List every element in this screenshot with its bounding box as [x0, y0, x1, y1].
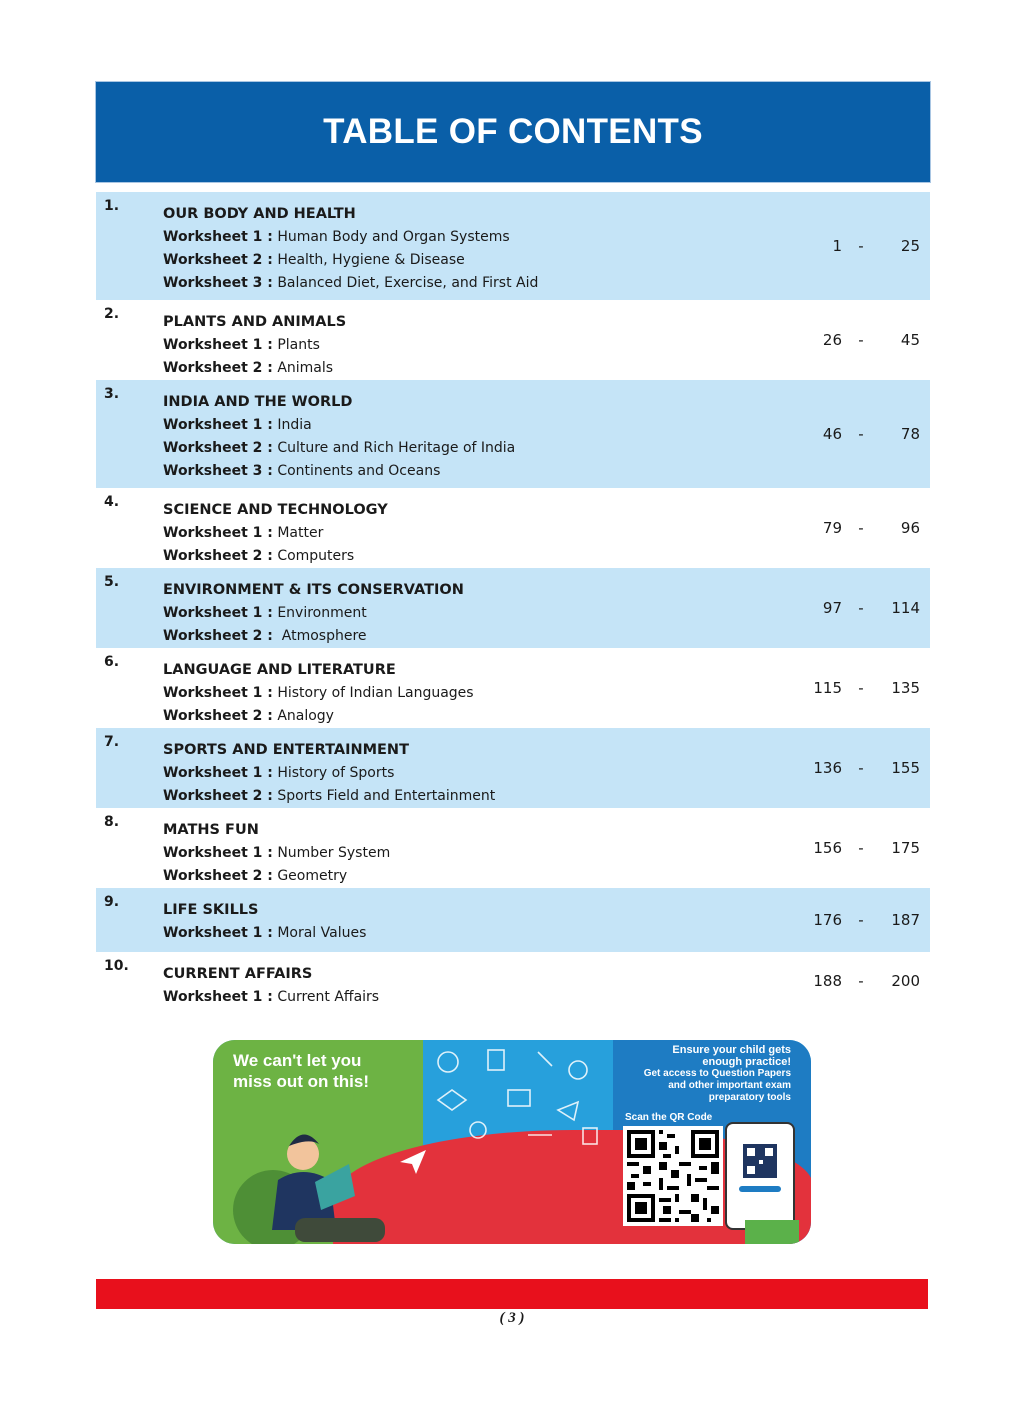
- worksheet-item: [163, 602, 464, 625]
- chapter-number: 6.: [104, 654, 120, 670]
- banner-right-line-4: and other important exam: [668, 1080, 791, 1091]
- page-to: 78: [900, 425, 920, 443]
- page-range: [782, 488, 920, 568]
- worksheet-label: Worksheet 2 :: [163, 440, 273, 456]
- page-range: [782, 648, 920, 728]
- page-dash: -: [858, 331, 864, 349]
- worksheet-label: Worksheet 1 :: [163, 925, 273, 941]
- page-from: 115: [813, 679, 842, 697]
- worksheet-item: [163, 545, 388, 568]
- paper-plane-icon: [398, 1148, 428, 1176]
- page-to: 155: [891, 759, 920, 777]
- worksheet-label: Worksheet 2 :: [163, 548, 273, 564]
- worksheet-label: Worksheet 2 :: [163, 628, 273, 644]
- toc-row[interactable]: [96, 888, 930, 952]
- page-range: [782, 952, 920, 1010]
- worksheet-name: Continents and Oceans: [277, 463, 441, 479]
- footer-bar: [96, 1279, 928, 1309]
- chapter-title: MATHS FUN: [163, 822, 259, 838]
- banner-left-text: [233, 1050, 403, 1092]
- worksheet-label: Worksheet 1 :: [163, 989, 273, 1005]
- qr-code[interactable]: [623, 1126, 723, 1226]
- chapter-number: 1.: [104, 198, 120, 214]
- scan-qr-label: Scan the QR Code: [625, 1112, 713, 1123]
- worksheet-name: Number System: [277, 845, 391, 861]
- toc-row[interactable]: [96, 728, 930, 808]
- chapter-title: SCIENCE AND TECHNOLOGY: [163, 502, 388, 518]
- page-range: [782, 568, 920, 648]
- chapter-number: 8.: [104, 814, 120, 830]
- worksheet-label: Worksheet 1 :: [163, 525, 273, 541]
- banner-right-line-5: preparatory tools: [708, 1092, 791, 1103]
- worksheet-item: [163, 682, 474, 705]
- worksheet-item: [163, 272, 538, 295]
- page-to: 187: [891, 911, 920, 929]
- worksheet-item: [163, 986, 379, 1009]
- worksheet-name: Current Affairs: [277, 989, 380, 1005]
- page-dash: -: [858, 425, 864, 443]
- toc-row[interactable]: [96, 300, 930, 380]
- worksheet-name: Moral Values: [277, 925, 367, 941]
- toc-row[interactable]: [96, 380, 930, 488]
- chapter-content: [163, 579, 464, 648]
- banner-right-line-3: Get access to Question Papers: [643, 1068, 791, 1079]
- page-to: 200: [891, 972, 920, 990]
- worksheet-item: [163, 414, 515, 437]
- page-to: 96: [900, 519, 920, 537]
- chapter-title: PLANTS AND ANIMALS: [163, 314, 347, 330]
- worksheet-name: Culture and Rich Heritage of India: [277, 440, 516, 456]
- worksheet-name: Matter: [277, 525, 324, 541]
- toc-row[interactable]: [96, 952, 930, 1010]
- worksheet-label: Worksheet 2 :: [163, 868, 273, 884]
- worksheet-name: History of Indian Languages: [277, 685, 474, 701]
- chapter-title: ENVIRONMENT & ITS CONSERVATION: [163, 582, 464, 598]
- page-number: ( 3 ): [499, 1310, 525, 1326]
- worksheet-name: India: [277, 417, 312, 433]
- chapter-number: 3.: [104, 386, 120, 402]
- chapter-content: [163, 499, 388, 568]
- chapter-number: 10.: [104, 958, 129, 974]
- worksheet-item: [163, 334, 346, 357]
- page-to: 175: [891, 839, 920, 857]
- page-from: 1: [832, 237, 842, 255]
- page-dash: -: [858, 911, 864, 929]
- page-title: TABLE OF CONTENTS: [323, 112, 703, 151]
- page-range: [782, 380, 920, 488]
- worksheet-name: Environment: [277, 605, 367, 621]
- worksheet-label: Worksheet 1 :: [163, 229, 273, 245]
- page-from: 79: [822, 519, 842, 537]
- banner-right-line-1: Ensure your child gets: [672, 1044, 791, 1056]
- banner-left-line-2: miss out on this!: [233, 1072, 369, 1091]
- worksheet-label: Worksheet 1 :: [163, 685, 273, 701]
- worksheet-label: Worksheet 3 :: [163, 463, 273, 479]
- chapter-title: CURRENT AFFAIRS: [163, 966, 313, 982]
- worksheet-name: Geometry: [277, 868, 348, 884]
- chapter-title: LIFE SKILLS: [163, 902, 259, 918]
- chapter-title: SPORTS AND ENTERTAINMENT: [163, 742, 409, 758]
- chapter-content: [163, 819, 390, 888]
- worksheet-name: Sports Field and Entertainment: [277, 788, 496, 804]
- page-range: [782, 808, 920, 888]
- page-from: 188: [813, 972, 842, 990]
- page-from: 176: [813, 911, 842, 929]
- chapter-content: [163, 203, 538, 295]
- chapter-content: [163, 391, 515, 483]
- promo-banner[interactable]: [213, 1040, 811, 1244]
- worksheet-name: Computers: [277, 548, 355, 564]
- worksheet-label: Worksheet 1 :: [163, 605, 273, 621]
- chapter-content: [163, 963, 379, 1009]
- page-range: [782, 192, 920, 300]
- toc-table: [96, 192, 930, 1010]
- page-dash: -: [858, 839, 864, 857]
- chapter-title: LANGUAGE AND LITERATURE: [163, 662, 396, 678]
- page-from: 26: [822, 331, 842, 349]
- chapter-number: 9.: [104, 894, 120, 910]
- worksheet-label: Worksheet 1 :: [163, 765, 273, 781]
- worksheet-label: Worksheet 2 :: [163, 788, 273, 804]
- worksheet-item: [163, 460, 515, 483]
- page-from: 46: [822, 425, 842, 443]
- chapter-title: INDIA AND THE WORLD: [163, 394, 353, 410]
- worksheet-name: Health, Hygiene & Disease: [277, 252, 465, 268]
- qr-code-icon: [623, 1126, 723, 1226]
- worksheet-item: [163, 842, 390, 865]
- page-to: 114: [891, 599, 920, 617]
- banner-left-line-1: We can't let you: [233, 1051, 362, 1070]
- page-dash: -: [858, 679, 864, 697]
- page-dash: -: [858, 599, 864, 617]
- student-reading-icon: [233, 1120, 393, 1244]
- phone-illustration: [725, 1122, 795, 1230]
- toc-row[interactable]: [96, 808, 930, 888]
- worksheet-name: Analogy: [277, 708, 334, 724]
- toc-row[interactable]: [96, 192, 930, 300]
- chapter-number: 7.: [104, 734, 120, 750]
- worksheet-item: [163, 705, 474, 728]
- page-from: 97: [822, 599, 842, 617]
- toc-row[interactable]: [96, 568, 930, 648]
- worksheet-item: [163, 357, 346, 380]
- chapter-title: OUR BODY AND HEALTH: [163, 206, 356, 222]
- banner-right-text: [631, 1044, 791, 1104]
- chapter-number: 5.: [104, 574, 120, 590]
- worksheet-name: Atmosphere: [277, 628, 367, 644]
- page-to: 45: [900, 331, 920, 349]
- worksheet-name: Human Body and Organ Systems: [277, 229, 510, 245]
- worksheet-label: Worksheet 3 :: [163, 275, 273, 291]
- education-pattern-icon: [418, 1040, 613, 1160]
- worksheet-item: [163, 437, 515, 460]
- toc-header: [96, 82, 930, 182]
- worksheet-label: Worksheet 1 :: [163, 417, 273, 433]
- worksheet-label: Worksheet 2 :: [163, 360, 273, 376]
- page-range: [782, 300, 920, 380]
- worksheet-item: [163, 762, 495, 785]
- chapter-content: [163, 659, 474, 728]
- worksheet-name: History of Sports: [277, 765, 395, 781]
- page-range: [782, 888, 920, 952]
- worksheet-name: Animals: [277, 360, 334, 376]
- toc-row[interactable]: [96, 488, 930, 568]
- page-to: 25: [900, 237, 920, 255]
- page-dash: -: [858, 972, 864, 990]
- page-dash: -: [858, 519, 864, 537]
- chapter-number: 4.: [104, 494, 120, 510]
- page-from: 156: [813, 839, 842, 857]
- worksheet-item: [163, 785, 495, 808]
- chapter-content: [163, 899, 366, 945]
- toc-row[interactable]: [96, 648, 930, 728]
- worksheet-label: Worksheet 1 :: [163, 845, 273, 861]
- chapter-content: [163, 311, 346, 380]
- worksheet-item: [163, 226, 538, 249]
- worksheet-item: [163, 865, 390, 888]
- page-dash: -: [858, 237, 864, 255]
- banner-right-line-2: enough practice!: [702, 1056, 791, 1068]
- worksheet-label: Worksheet 1 :: [163, 337, 273, 353]
- page-range: [782, 728, 920, 808]
- page-dash: -: [858, 759, 864, 777]
- chapter-content: [163, 739, 495, 808]
- page-to: 135: [891, 679, 920, 697]
- chapter-number: 2.: [104, 306, 120, 322]
- worksheet-label: Worksheet 2 :: [163, 252, 273, 268]
- phone-qr-icon: [727, 1124, 793, 1228]
- hand-sleeve: [745, 1220, 799, 1244]
- worksheet-item: [163, 922, 366, 945]
- worksheet-item: [163, 625, 464, 648]
- worksheet-name: Plants: [277, 337, 320, 353]
- worksheet-item: [163, 249, 538, 272]
- worksheet-item: [163, 522, 388, 545]
- page-from: 136: [813, 759, 842, 777]
- worksheet-name: Balanced Diet, Exercise, and First Aid: [277, 275, 539, 291]
- worksheet-label: Worksheet 2 :: [163, 708, 273, 724]
